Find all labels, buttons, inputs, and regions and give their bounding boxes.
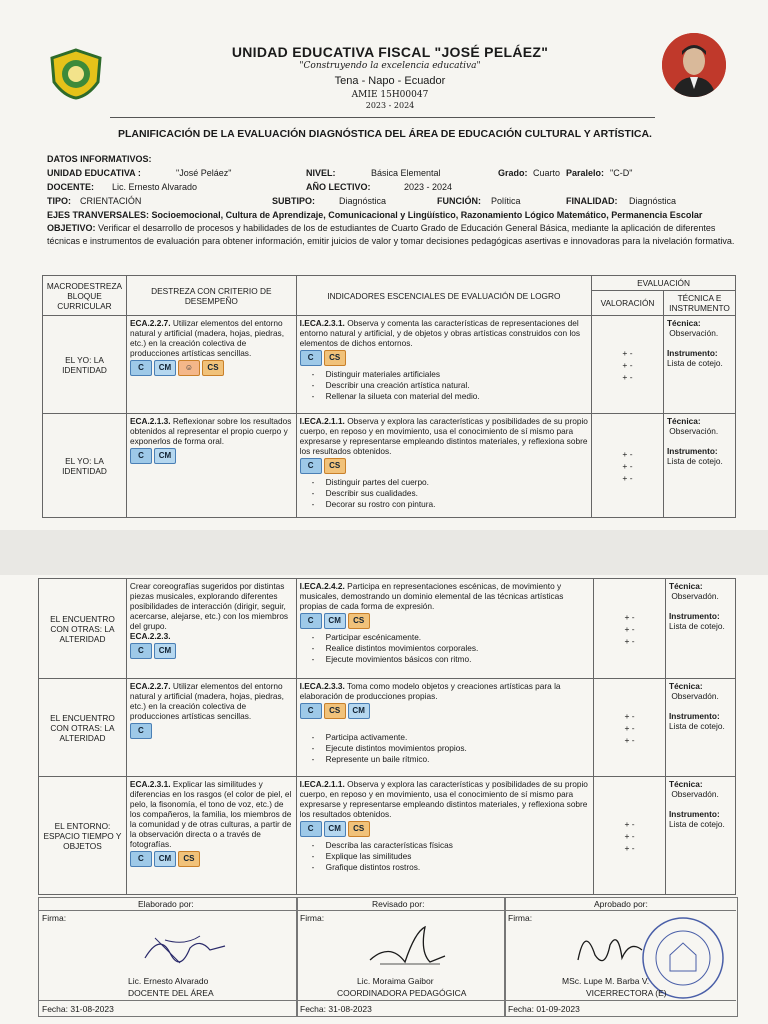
objetivo-label: OBJETIVO: (47, 223, 96, 233)
indicador-text: Observa y explora las características y posibilidades de su propio cuerpo, en reposo y en movimiento, usa el conocimiento de sí mismo para expresarse y representarse empleando distintos materiales, y reflexiona sobre los resultados obtenidos. (299, 779, 588, 819)
destreza-code: ECA.2.2.7. (129, 318, 171, 328)
destreza-text: Utilizar elementos del entorno natural y artificial (madera, hojas, piedras, etc.) en la creación colectiva de producciones artísticas sencillas. (129, 318, 285, 358)
instrumento-label: Instrumento: (666, 348, 718, 358)
indicador-cell (296, 316, 591, 414)
list-item: - Describa las características físicas (314, 840, 590, 850)
school-years: 2023 - 2024 (365, 101, 415, 110)
list-item: - Describir una creación artística natural. (314, 380, 588, 390)
ejes-label: EJES TRANVERSALES: (47, 210, 150, 220)
destreza-cell (126, 777, 296, 895)
valoracion-cell (592, 316, 664, 414)
objetivo-value: Verificar el desarrollo de procesos y habilidades de los de estudiantes de Cuarto Grado de Educación General Básica, mediante la aplicación de diferentes técnicas e instrumentos de evaluación para obtener información, emitir juicios de valor y tomar decisiones pedagógicas asertivas e innovadoras para la nivelación formativa. (47, 223, 735, 246)
valoracion-cell (594, 679, 666, 777)
competence-badge: CM (154, 643, 176, 659)
indicador-cell (296, 777, 593, 895)
valoracion-mark: + - (622, 460, 633, 471)
macro-cell: EL ENCUENTRO CON OTRAS: LA ALTERIDAD (39, 579, 127, 679)
tecnica-cell (666, 579, 736, 679)
activity-list (300, 369, 588, 401)
competence-badge: CS (178, 851, 200, 867)
valoracion-mark: + - (622, 448, 633, 459)
ano-lectivo-value: 2023 - 2024 (404, 182, 453, 192)
header-valoracion: VALORACIÓN (592, 291, 664, 316)
destreza-code: ECA.2.1.3. (129, 416, 171, 426)
tipo-value: CRIENTACIÓN (80, 196, 142, 206)
header-divider (110, 117, 655, 118)
signature-date-divider (38, 1000, 736, 1001)
activity-list (300, 477, 588, 509)
valoracion-mark: + - (622, 371, 633, 382)
tecnica-value: Observadón. (671, 691, 719, 701)
competence-badge: ☺ (178, 360, 200, 376)
destreza-text: Utilizar elementos del entorno natural y artificial (madera, hojas, piedras, etc.) en la creación colectiva de producciones artísticas sencillas. (129, 681, 284, 721)
competence-badge: C (300, 458, 322, 474)
nivel-value: Básica Elemental (371, 168, 441, 178)
indicador-text: Participa en representaciones escénicas, de movimiento y musicales, demostrando un dominio elemental de las técnicas artísticas propias de cada forma de expresión. (299, 581, 564, 611)
competence-badge: CS (202, 360, 224, 376)
competence-badge: C (300, 703, 322, 719)
grado-label: Grado: (498, 168, 528, 178)
destreza-badges (130, 360, 293, 377)
finalidad-label: FINALIDAD: (566, 196, 618, 206)
tecnica-value: Observación. (669, 426, 719, 436)
indicador-badges (300, 350, 588, 367)
indicador-text: Observa y explora las características y posibilidades de su propio cuerpo, en reposo y en movimiento, usa el conocimiento de sí mismo para expresarse y representarse empleando distintos materiales, y reflexiona sobre los resultados obtenidos. (299, 416, 588, 456)
instrumento-label: Instrumento: (669, 809, 720, 819)
ano-lectivo-label: AÑO LECTIVO: (306, 182, 371, 192)
instrumento-value: Lista de cotejo. (669, 621, 725, 631)
instrumento-value: Lista de cotejo. (669, 721, 725, 731)
competence-badge: C (130, 360, 152, 376)
activity-list (300, 632, 590, 664)
competence-badge: C (130, 851, 152, 867)
destreza-cell (126, 316, 296, 414)
table-row (43, 414, 736, 518)
destreza-text: Reflexionar sobre los resultados obtenidos al representar el propio cuerpo y exponerlos de forma oral. (129, 416, 292, 446)
indicador-code: I.ECA.2.3.3. (299, 681, 345, 691)
indicador-text: Toma como modelo objetos y creaciones artísticas para la elaboración de producciones propias. (299, 681, 561, 701)
revisado-role: COORDINADORA PEDAGÓGICA (337, 988, 467, 998)
list-item: - Represente un baile rítmico. (314, 754, 590, 764)
tecnica-label: Técnica: (666, 318, 701, 328)
valoracion-mark: + - (622, 347, 633, 358)
indicador-badges (300, 613, 590, 630)
destreza-code: ECA.2.3.1. (129, 779, 171, 789)
list-item: - Distinguir partes del cuerpo. (314, 477, 588, 487)
valoracion-cell (594, 579, 666, 679)
ejes-transversales (47, 209, 737, 222)
competence-badge: CM (324, 821, 346, 837)
tecnica-value: Observadón. (671, 789, 719, 799)
elaborado-name: Lic. Ernesto Alvarado (128, 976, 209, 986)
tecnica-label: Técnica: (669, 581, 703, 591)
revisado-name: Lic. Moraima Gaibor (357, 976, 434, 986)
competence-badge: C (130, 643, 152, 659)
tecnica-label: Técnica: (666, 416, 701, 426)
instrumento-value: Lista de cotejo. (666, 358, 723, 368)
competence-badge: C (130, 723, 152, 739)
competence-badge: CS (324, 458, 346, 474)
fecha-aprobado: Fecha: 01-09-2023 (508, 1004, 580, 1014)
instrumento-value: Lista de cotejo. (666, 456, 723, 466)
table-row (39, 777, 736, 895)
list-item: - Distinguir materiales artificiales (314, 369, 588, 379)
competence-badge: C (130, 448, 152, 464)
grado-value: Cuarto (533, 168, 561, 178)
list-item: - Grafique distintos rostros. (314, 862, 590, 872)
table-row (43, 316, 736, 414)
indicador-code: I.ECA.2.1.1. (299, 779, 345, 789)
valoracion-mark: + - (624, 830, 635, 841)
competence-badge: CS (348, 821, 370, 837)
table-row (39, 679, 736, 777)
unidad-label: UNIDAD EDUCATIVA : (47, 168, 141, 178)
destreza-cell (126, 579, 296, 679)
destreza-badges (130, 851, 293, 868)
founder-portrait (662, 33, 726, 97)
school-location: Tena - Napo - Ecuador (334, 75, 446, 87)
valoracion-cell (594, 777, 666, 895)
macro-cell: EL ENCUENTRO CON OTRAS: LA ALTERIDAD (39, 679, 127, 777)
school-amie: AMIE 15H00047 (351, 90, 429, 100)
school-motto: "Construyendo la excelencia educativa" (299, 61, 481, 71)
list-item: - Ejecute movimientos básicos con ritmo. (314, 654, 590, 664)
paralelo-label: Paralelo: (566, 168, 605, 178)
valoracion-mark: + - (622, 472, 633, 483)
nivel-label: NIVEL: (306, 168, 336, 178)
aprobado-header: Aprobado por: (594, 899, 648, 909)
competence-badge: CM (154, 448, 176, 464)
evaluation-table-page-2 (38, 578, 736, 895)
header-tecnica-instrumento: TÉCNICA E INSTRUMENTO (663, 291, 735, 316)
tecnica-cell (666, 777, 736, 895)
aprobado-name: MSc. Lupe M. Barba V. (562, 976, 650, 986)
tecnica-cell (663, 414, 735, 518)
valoracion-mark: + - (622, 359, 633, 370)
instrumento-label: Instrumento: (669, 711, 720, 721)
macro-cell: EL YO: LA IDENTIDAD (43, 316, 127, 414)
indicador-code: I.ECA.2.3.1. (299, 318, 345, 328)
aprobado-role: VICERRECTORA (E) (586, 988, 667, 998)
fecha-revisado: Fecha: 31-08-2023 (300, 1004, 372, 1014)
objetivo (47, 222, 737, 248)
destreza-code: ECA.2.2.3. (129, 631, 171, 641)
unidad-value: "José Peláez" (176, 168, 232, 178)
valoracion-mark: + - (624, 611, 635, 622)
list-item: - Participar escénicamente. (314, 632, 590, 642)
docente-label: DOCENTE: (47, 182, 94, 192)
tecnica-cell (666, 679, 736, 777)
valoracion-mark: + - (624, 635, 635, 646)
destreza-cell (126, 414, 296, 518)
tecnica-value: Observación. (669, 328, 719, 338)
signature-elaborado (140, 928, 230, 968)
header-destreza: DESTREZA CON CRITERIO DE DESEMPEÑO (126, 276, 296, 316)
docente-value: Lic. Ernesto Alvarado (112, 182, 198, 192)
school-name: UNIDAD EDUCATIVA FISCAL "JOSÉ PELÁEZ" (231, 44, 549, 60)
tecnica-label: Técnica: (669, 779, 703, 789)
list-item: - Participa activamente. (314, 732, 590, 742)
paralelo-value: "C-D" (610, 168, 633, 178)
header-evaluacion: EVALUACIÓN (592, 276, 736, 291)
list-item: - Rellenar la silueta con material del medio. (314, 391, 588, 401)
firma-label: Firma: (42, 913, 67, 923)
school-logo (48, 48, 104, 100)
funcion-label: FUNCIÓN: (437, 196, 481, 206)
subtipo-value: Diagnóstica (339, 196, 387, 206)
valoracion-mark: + - (624, 842, 635, 853)
instrumento-value: Lista de cotejo. (669, 819, 725, 829)
list-item: - Describir sus cualidades. (314, 488, 588, 498)
valoracion-mark: + - (624, 722, 635, 733)
macro-cell: EL YO: LA IDENTIDAD (43, 414, 127, 518)
tecnica-cell (663, 316, 735, 414)
indicador-badges (300, 703, 590, 720)
info-heading: DATOS INFORMATIVOS: (47, 154, 152, 164)
subtipo-label: SUBTIPO: (272, 196, 316, 206)
destreza-badges (130, 723, 293, 740)
page-gap (0, 530, 768, 575)
indicador-badges (300, 458, 588, 475)
competence-badge: C (300, 350, 322, 366)
valoracion-mark: + - (624, 818, 635, 829)
tecnica-label: Técnica: (669, 681, 703, 691)
competence-badge: C (300, 613, 322, 629)
signature-revisado (360, 922, 450, 972)
competence-badge: CM (348, 703, 370, 719)
firma-label: Firma: (300, 913, 325, 923)
indicador-cell (296, 679, 593, 777)
list-item: - Explique las similitudes (314, 851, 590, 861)
activity-list (300, 840, 590, 872)
valoracion-mark: + - (624, 710, 635, 721)
destreza-badges (130, 448, 293, 465)
ejes-value: Socioemocional, Cultura de Aprendizaje, Comunicacional y Lingüístico, Razonamiento Lógico Matemático, Permanencia Escolar (151, 210, 703, 220)
destreza-badges (130, 643, 293, 660)
signature-header-divider (38, 910, 736, 911)
competence-badge: CM (324, 613, 346, 629)
competence-badge: CS (324, 350, 346, 366)
school-header (200, 44, 580, 110)
destreza-text: Crear coreografías sugeridos por distintas piezas musicales, explorando diferentes posibilidades de interacción (dirigir, seguir, acercarse, alejarse, etc.) con los miembros del grupo. (129, 581, 289, 631)
valoracion-mark: + - (624, 623, 635, 634)
indicador-cell (296, 579, 593, 679)
tecnica-value: Observadón. (671, 591, 719, 601)
destreza-text: Explicar las similitudes y diferencias en los rasgos (el color de piel, el pelo, la fisonomía, el tono de voz, etc.) de los compañeros, la familia, los miembros de la comunidad y de otras culturas, a partir de la observación directa o a través de fotografías. (129, 779, 292, 849)
competence-badge: CM (154, 360, 176, 376)
destreza-code: ECA.2.2.7. (129, 681, 171, 691)
valoracion-mark: + - (624, 734, 635, 745)
header-indicadores: INDICADORES ESCENCIALES DE EVALUACIÓN DE LOGRO (296, 276, 591, 316)
competence-badge: CS (324, 703, 346, 719)
macro-cell: EL ENTORNO: ESPACIO TIEMPO Y OBJETOS (39, 777, 127, 895)
table-row (39, 579, 736, 679)
revisado-header: Revisado por: (372, 899, 425, 909)
instrumento-label: Instrumento: (669, 611, 720, 621)
competence-badge: CM (154, 851, 176, 867)
funcion-value: Política (491, 196, 521, 206)
finalidad-value: Diagnóstica (629, 196, 677, 206)
instrumento-label: Instrumento: (666, 446, 718, 456)
elaborado-header: Elaborado por: (138, 899, 194, 909)
tipo-label: TIPO: (47, 196, 71, 206)
destreza-cell (126, 679, 296, 777)
competence-badge: C (300, 821, 322, 837)
firma-label: Firma: (508, 913, 533, 923)
header-macro: MACRODESTREZA BLOQUE CURRICULAR (43, 276, 127, 316)
list-item: - Decorar su rostro con pintura. (314, 499, 588, 509)
valoracion-cell (592, 414, 664, 518)
list-item: - Ejecute distintos movimientos propios. (314, 743, 590, 753)
competence-badge: CS (348, 613, 370, 629)
indicador-badges (300, 821, 590, 838)
indicador-text: Observa y comenta las características de representaciones del entorno natural y artificial, y de objetos y obras artísticas construidos con los elementos de dichos entornos. (299, 318, 581, 348)
list-item: - Realice distintos movimientos corporales. (314, 643, 590, 653)
indicador-cell (296, 414, 591, 518)
signature-aprobado (570, 920, 650, 975)
indicador-code: I.ECA.2.1.1. (299, 416, 345, 426)
indicador-code: I.ECA.2.4.2. (299, 581, 345, 591)
activity-list (300, 732, 590, 764)
fecha-elaborado: Fecha: 31-08-2023 (42, 1004, 114, 1014)
elaborado-role: DOCENTE DEL ÁREA (128, 988, 214, 998)
document-title: PLANIFICACIÓN DE LA EVALUACIÓN DIAGNÓSTICA DEL ÁREA DE EDUCACIÓN CULTURAL Y ARTÍSTICA. (118, 128, 652, 140)
evaluation-table-page-1 (42, 275, 736, 518)
